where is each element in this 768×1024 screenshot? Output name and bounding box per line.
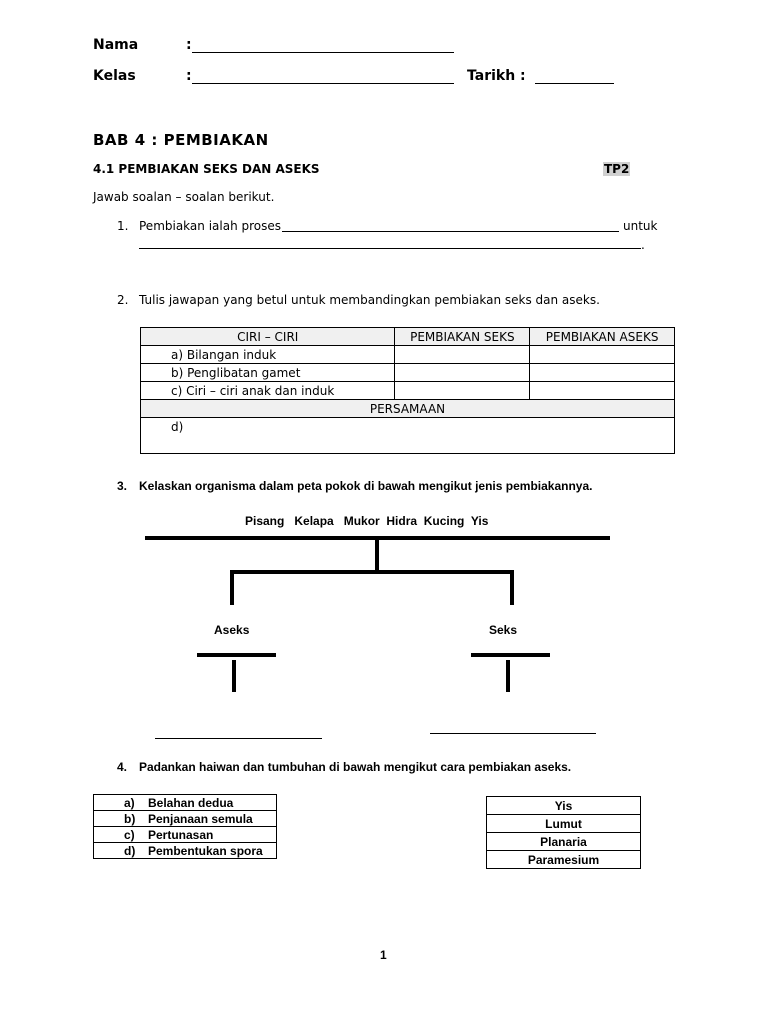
organism-cell: Paramesium (487, 851, 641, 869)
organisms-table (486, 796, 641, 869)
persamaan-row (141, 400, 675, 418)
page-number: 1 (380, 948, 387, 962)
table-row[interactable] (487, 797, 641, 815)
table-row[interactable] (487, 815, 641, 833)
header-ciri: CIRI – CIRI (141, 328, 395, 346)
organism-cell: Planaria (487, 833, 641, 851)
method-letter: c) (124, 827, 135, 842)
table-row[interactable] (94, 843, 277, 859)
table-row[interactable] (94, 827, 277, 843)
table-row[interactable] (94, 811, 277, 827)
persamaan-answer-cell[interactable] (141, 418, 675, 454)
header-seks: PEMBIAKAN SEKS (395, 328, 530, 346)
tree-branch-bar (230, 570, 514, 574)
aseks-answer-line[interactable] (155, 738, 322, 739)
tree-right-branch (510, 570, 514, 605)
section-title: 4.1 PEMBIAKAN SEKS DAN ASEKS (93, 162, 320, 176)
row-label: a) Bilangan induk (141, 346, 395, 364)
q4-text: Padankan haiwan dan tumbuhan di bawah mengikut cara pembiakan aseks. (139, 760, 572, 774)
answer-cell[interactable] (395, 364, 530, 382)
q1-text-end: untuk (623, 219, 658, 233)
tree-trunk (375, 538, 379, 572)
table-row (141, 364, 675, 382)
nama-field[interactable] (192, 38, 454, 53)
q1-number: 1. (117, 219, 129, 233)
answer-cell[interactable] (395, 382, 530, 400)
organism-cell: Lumut (487, 815, 641, 833)
table-row (141, 346, 675, 364)
table-row (141, 382, 675, 400)
header-aseks: PEMBIAKAN ASEKS (530, 328, 675, 346)
kelas-field[interactable] (192, 69, 454, 84)
tp-badge: TP2 (604, 162, 630, 176)
q2-number: 2. (117, 293, 129, 307)
tarikh-label: Tarikh : (467, 68, 526, 84)
methods-table (93, 794, 277, 859)
table-row[interactable] (487, 851, 641, 869)
table-row[interactable] (94, 795, 277, 811)
seks-stem (506, 660, 510, 692)
method-letter: b) (124, 811, 136, 826)
q1-text-start: Pembiakan ialah proses (139, 219, 282, 233)
aseks-stem (232, 660, 236, 692)
q1-blank-2[interactable] (139, 236, 641, 249)
aseks-bar (197, 653, 276, 657)
organism-cell: Yis (487, 797, 641, 815)
q2-text: Tulis jawapan yang betul untuk membandingkan pembiakan seks dan aseks. (139, 293, 600, 307)
q3-number: 3. (117, 479, 128, 493)
answer-cell[interactable] (530, 364, 675, 382)
method-label: Pertunasan (148, 827, 214, 842)
aseks-label: Aseks (214, 623, 250, 637)
row-label: c) Ciri – ciri anak dan induk (141, 382, 395, 400)
answer-cell[interactable] (395, 346, 530, 364)
persamaan-header: PERSAMAAN (141, 400, 675, 418)
seks-label: Seks (489, 623, 518, 637)
nama-label: Nama (93, 37, 139, 53)
seks-bar (471, 653, 550, 657)
method-letter: a) (124, 795, 135, 810)
q1-blank-1[interactable] (282, 219, 619, 232)
tarikh-field[interactable] (535, 69, 614, 84)
row-label: b) Penglibatan gamet (141, 364, 395, 382)
answer-cell[interactable] (530, 346, 675, 364)
persamaan-answer-row (141, 418, 675, 454)
nama-colon: : (186, 37, 192, 53)
method-label: Belahan dedua (148, 795, 234, 810)
chapter-title: BAB 4 : PEMBIAKAN (93, 131, 269, 149)
tree-left-branch (230, 570, 234, 605)
method-letter: d) (124, 843, 136, 858)
kelas-colon: : (186, 68, 192, 84)
table-row[interactable] (487, 833, 641, 851)
kelas-label: Kelas (93, 68, 136, 84)
q3-text: Kelaskan organisma dalam peta pokok di bawah mengikut jenis pembiakannya. (139, 479, 593, 493)
q4-number: 4. (117, 760, 128, 774)
comparison-table (140, 327, 675, 454)
seks-answer-line[interactable] (430, 733, 596, 734)
d-label: d) (171, 420, 184, 434)
table-header-row (141, 328, 675, 346)
instruction-text: Jawab soalan – soalan berikut. (93, 190, 275, 204)
method-label: Pembentukan spora (148, 843, 263, 858)
organism-list: Pisang Kelapa Mukor Hidra Kucing Yis (245, 514, 489, 528)
method-label: Penjanaan semula (148, 811, 253, 826)
q1-period: . (641, 238, 645, 252)
answer-cell[interactable] (530, 382, 675, 400)
